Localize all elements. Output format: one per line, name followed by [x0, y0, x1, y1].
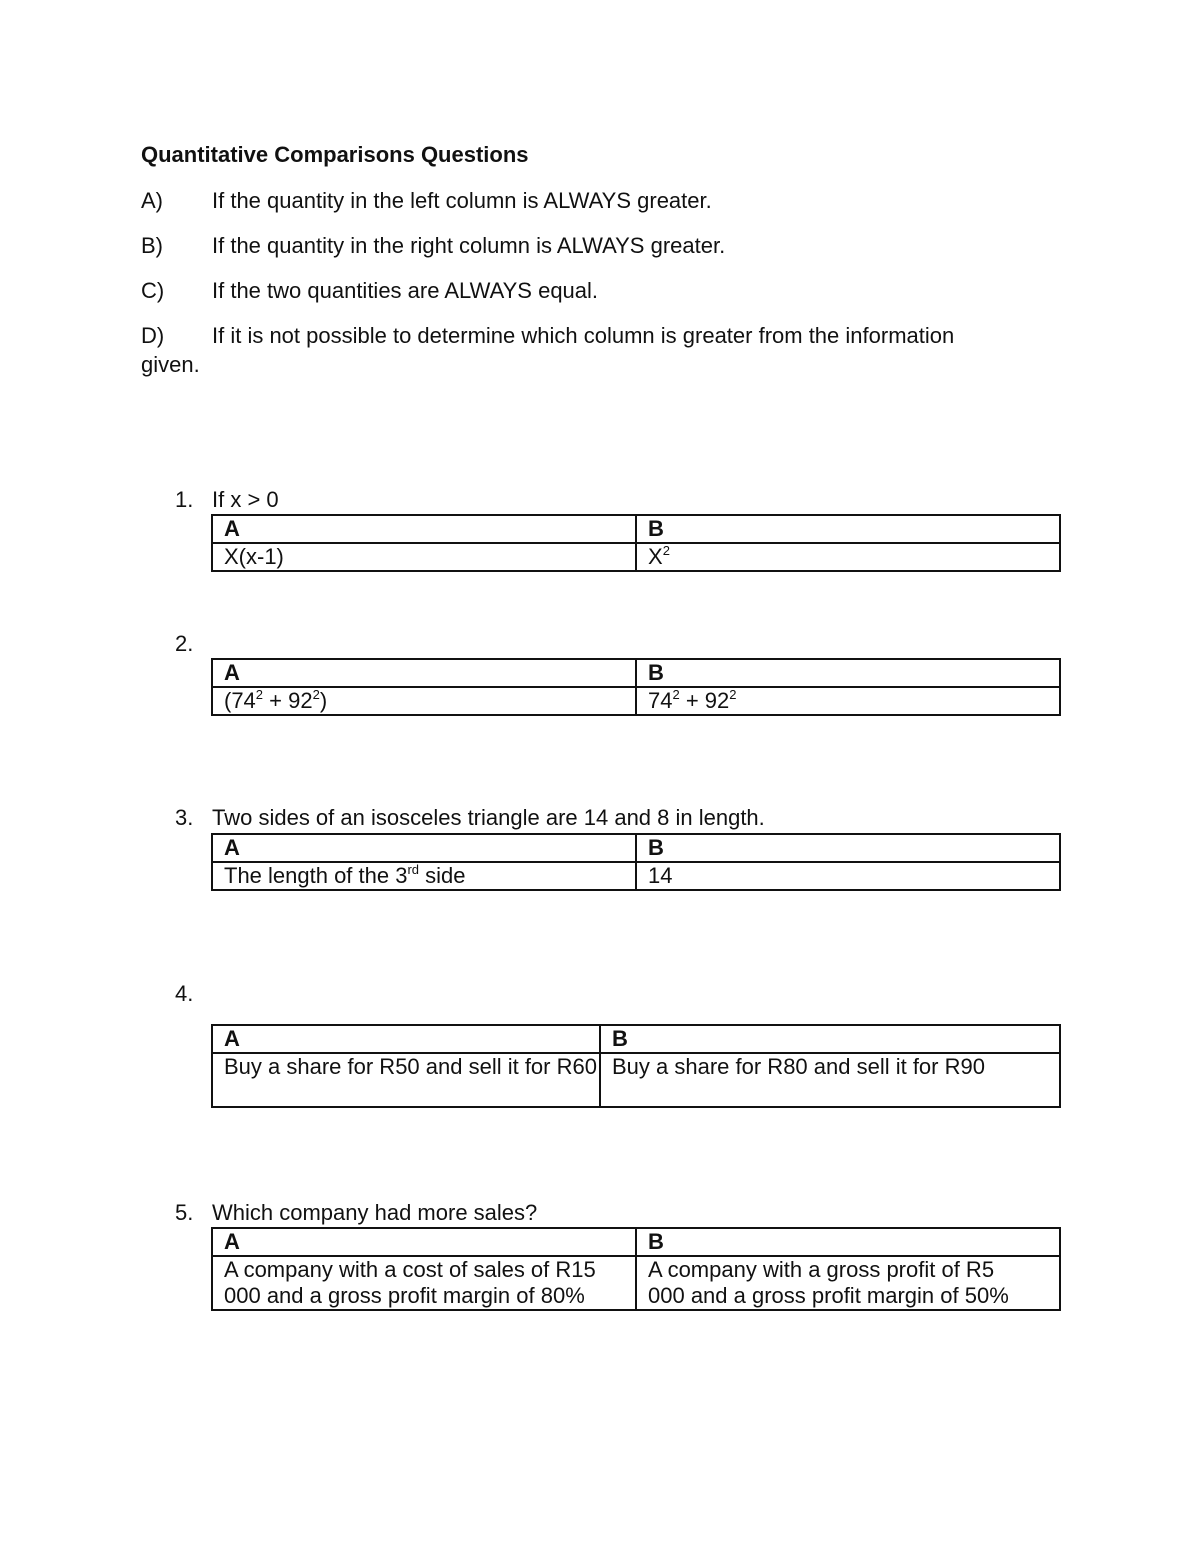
question-number: 3. — [175, 805, 194, 830]
question-1 — [175, 486, 279, 514]
column-a-value: Buy a share for R50 and sell it for R60 — [212, 1053, 600, 1107]
option-text: If the quantity in the right column is ALWAYS greater. — [212, 233, 726, 258]
column-b-header: B — [636, 1228, 1060, 1256]
option-text: If it is not possible to determine which column is greater from the information — [212, 323, 955, 348]
question-prompt: Two sides of an isosceles triangle are 14 and 8 in length. — [212, 805, 765, 830]
option-b — [141, 232, 1021, 260]
column-b-header: B — [636, 515, 1060, 543]
question-number: 4. — [175, 981, 194, 1006]
column-a-value: The length of the 3rd side — [212, 862, 636, 890]
column-b-header: B — [600, 1025, 1060, 1053]
option-letter: C) — [141, 278, 165, 303]
option-d-continuation: given. — [141, 352, 200, 377]
column-b-value: $74^2 + 92^2$ — [636, 687, 1060, 715]
question-3-table — [211, 833, 1061, 891]
question-5 — [175, 1199, 537, 1227]
question-number: 1. — [175, 487, 194, 512]
question-number: 5. — [175, 1200, 194, 1225]
question-4-table — [211, 1024, 1061, 1108]
question-prompt: Which company had more sales? — [212, 1200, 538, 1225]
question-prompt: If x > 0 — [212, 487, 279, 512]
question-3 — [175, 804, 765, 832]
question-1-table — [211, 514, 1061, 572]
option-letter: A) — [141, 188, 163, 213]
column-a-header: A — [212, 1228, 636, 1256]
column-a-value: A company with a cost of sales of R15 000 and a gross profit margin of 80% — [212, 1256, 636, 1310]
column-b-value: 14 — [636, 862, 1060, 890]
column-a-value: X(x-1) — [212, 543, 636, 571]
column-b-header: B — [636, 659, 1060, 687]
column-a-header: A — [212, 659, 636, 687]
question-2-table — [211, 658, 1061, 716]
column-a-value: $(74^2 + 92^2)$ — [212, 687, 636, 715]
column-a-header: A — [212, 834, 636, 862]
question-4 — [175, 980, 212, 1008]
option-d — [141, 322, 1021, 350]
option-letter: B) — [141, 233, 163, 258]
column-b-value: A company with a gross profit of R5 000 and a gross profit margin of 50% — [636, 1256, 1060, 1310]
column-b-value: Buy a share for R80 and sell it for R90 — [600, 1053, 1060, 1107]
column-b-header: B — [636, 834, 1060, 862]
question-2 — [175, 630, 212, 658]
column-b-value: $X^2$ — [636, 543, 1060, 571]
option-letter: D) — [141, 323, 165, 348]
option-text: If the quantity in the left column is ALWAYS greater. — [212, 188, 712, 213]
column-a-header: A — [212, 1025, 600, 1053]
question-number: 2. — [175, 631, 194, 656]
question-5-table — [211, 1227, 1061, 1311]
page-title: Quantitative Comparisons Questions — [141, 142, 529, 167]
option-c — [141, 277, 1021, 305]
column-a-header: A — [212, 515, 636, 543]
option-a — [141, 187, 1021, 215]
option-text: If the two quantities are ALWAYS equal. — [212, 278, 599, 303]
